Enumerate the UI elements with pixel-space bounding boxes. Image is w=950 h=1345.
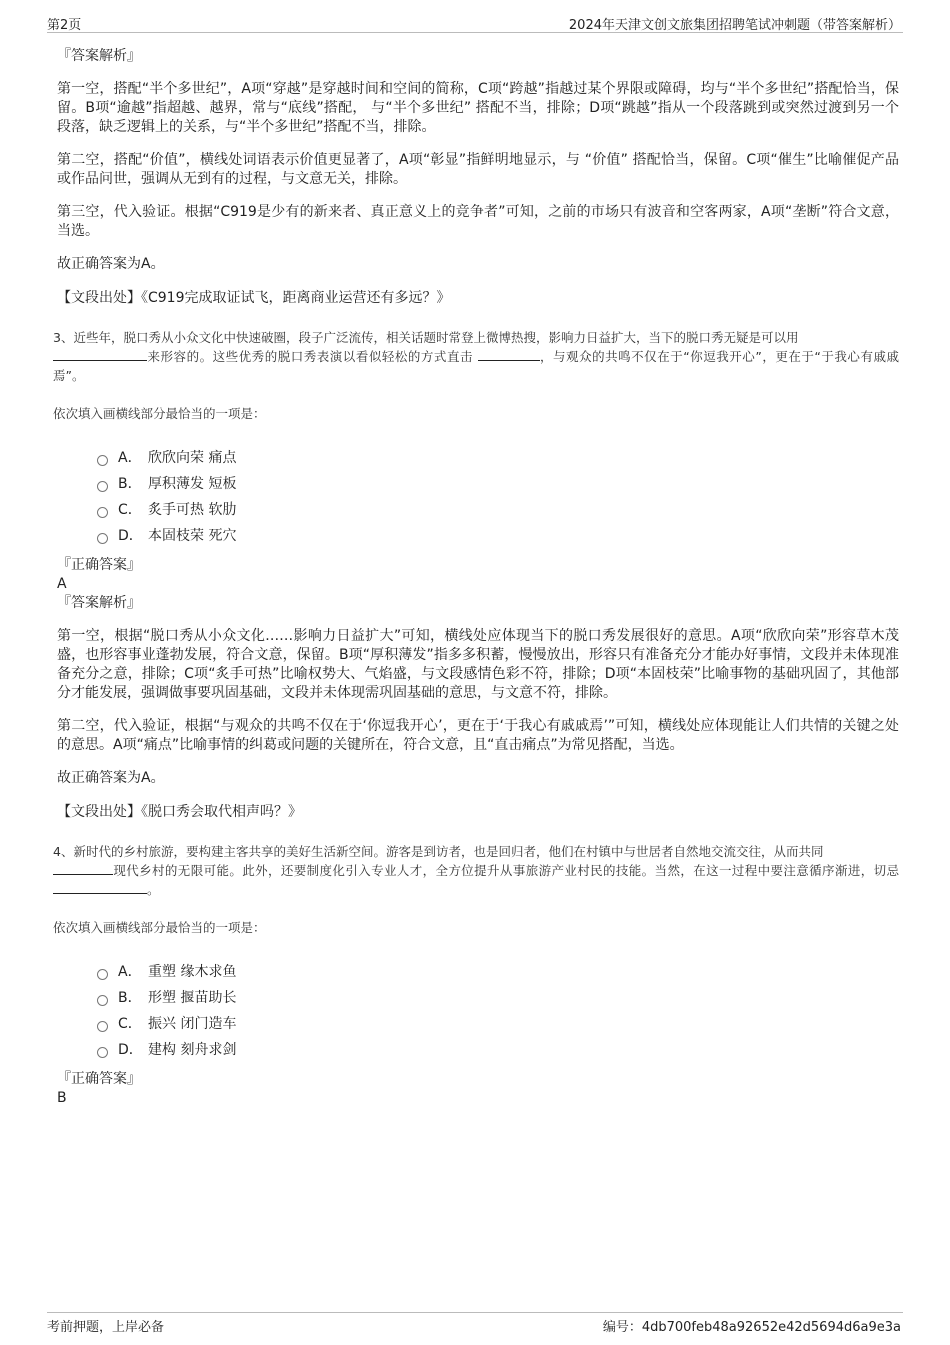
- q3-option-b[interactable]: B． 厚积薄发 短板: [97, 471, 899, 497]
- q4-blank-1: [53, 862, 113, 875]
- q4-stem: [53, 842, 899, 899]
- q3-conclusion: 故正确答案为A。: [57, 770, 165, 786]
- q3-prompt: 依次填入画横线部分最恰当的一项是：: [53, 406, 266, 421]
- q4-options: [97, 959, 899, 1063]
- q2-analysis-p3: 第三空，代入验证。根据“C919是少有的新来者、真正意义上的竞争者”可知，之前的市场只有波音和空客两家，A项“垄断”符合文意，当选。: [57, 204, 899, 239]
- radio-icon[interactable]: [97, 455, 108, 466]
- radio-icon[interactable]: [97, 1021, 108, 1032]
- q3-source: 【文段出处】《脱口秀会取代相声吗？》: [57, 804, 302, 820]
- q4-prompt: 依次填入画横线部分最恰当的一项是：: [53, 920, 266, 935]
- q2-conclusion: 故正确答案为A。: [57, 256, 165, 272]
- q4-correct-answer: B: [57, 1090, 67, 1106]
- q2-source: 【文段出处】《C919完成取证试飞，距离商业运营还有多远？》: [57, 290, 451, 306]
- q2-analysis-label: 『答案解析』: [57, 48, 141, 64]
- page-footer: [47, 1312, 903, 1335]
- radio-icon[interactable]: [97, 481, 108, 492]
- q4-stem-part-b: 现代乡村的无限可能。此外，还要制度化引入专业人才，全方位提升从事旅游产业村民的技能。当然，在这一过程中要注意循序渐进，切忌: [113, 863, 899, 878]
- page-header: [47, 12, 903, 33]
- document-body: [53, 46, 899, 1107]
- q3-analysis-label: 『答案解析』: [57, 595, 141, 611]
- q3-option-d[interactable]: D． 本固枝荣 死穴: [97, 523, 899, 549]
- q4-option-c[interactable]: C． 振兴 闭门造车: [97, 1011, 899, 1037]
- q3-option-a[interactable]: A． 欣欣向荣 痛点: [97, 445, 899, 471]
- q3-options: [97, 445, 899, 549]
- q4-stem-part-a: 4、新时代的乡村旅游，要构建主客共享的美好生活新空间。游客是到访者，也是回归者，他们在村镇中与世居者自然地交流交往，从而共同: [53, 844, 824, 859]
- q3-analysis-p2: 第二空，代入验证，根据“与观众的共鸣不仅在于‘你逗我开心’，更在于‘于我心有戚戚焉’”可知，横线处应体现能让人们共情的关键之处的意思。A项“痛点”比喻事情的纠葛或问题的关键所在，符合文意，且“直击痛点”为常见搭配，当选。: [57, 718, 899, 753]
- q4-option-d[interactable]: D． 建构 刻舟求剑: [97, 1037, 899, 1063]
- q3-blank-1: [53, 348, 147, 361]
- q3-correct-label: 『正确答案』: [57, 557, 141, 573]
- document-title: 2024年天津文创文旅集团招聘笔试冲刺题（带答案解析）: [568, 18, 901, 33]
- q4-blank-2: [53, 881, 147, 894]
- q3-stem-part-a: 3、近些年，脱口秀从小众文化中快速破圈，段子广泛流传，相关话题时常登上微博热搜，影响力日益扩大，当下的脱口秀无疑是可以用: [53, 330, 799, 345]
- q3-stem-part-c: ，与观众的共鸣不仅在于“你逗我开心”，更在于“于我心有戚戚焉”。: [53, 349, 899, 383]
- footer-slogan: 考前押题，上岸必备: [47, 1320, 165, 1335]
- radio-icon[interactable]: [97, 507, 108, 518]
- page-number: 第2页: [47, 18, 82, 33]
- q3-blank-2: [478, 348, 540, 361]
- q4-stem-part-c: 。: [147, 882, 160, 897]
- q4-option-a[interactable]: A． 重塑 缘木求鱼: [97, 959, 899, 985]
- q3-stem: [53, 328, 899, 385]
- q3-stem-part-b: 来形容的。这些优秀的脱口秀表演以看似轻松的方式直击: [147, 349, 473, 364]
- radio-icon[interactable]: [97, 969, 108, 980]
- radio-icon[interactable]: [97, 1047, 108, 1058]
- q4-correct-label: 『正确答案』: [57, 1071, 141, 1087]
- q3-option-c[interactable]: C． 炙手可热 软肋: [97, 497, 899, 523]
- radio-icon[interactable]: [97, 533, 108, 544]
- radio-icon[interactable]: [97, 995, 108, 1006]
- q3-analysis-p1: 第一空，根据“脱口秀从小众文化……影响力日益扩大”可知，横线处应体现当下的脱口秀发展很好的意思。A项“欣欣向荣”形容草木茂盛，也形容事业蓬勃发展，符合文意，保留。B项“厚积薄发”指多多积蓄，慢慢放出，形容只有准备充分才能办好事情，文段并未体现准备充分之意，排除；C项“炙手可热”比喻权势大、气焰盛，与文段感情色彩不符，排除；D项“本固枝荣”比喻事物的基础巩固了，其他部分才能发展，强调做事要巩固基础，文段并未体现需巩固基础的意思，与文意不符，排除。: [57, 628, 899, 701]
- q2-analysis-p2: 第二空，搭配“价值”，横线处词语表示价值更显著了，A项“彰显”指鲜明地显示，与 “价值” 搭配恰当，保留。C项“催生”比喻催促产品或作品问世，强调从无到有的过程，与文意无关，排除。: [57, 152, 899, 187]
- q4-option-b[interactable]: B． 形塑 揠苗助长: [97, 985, 899, 1011]
- footer-serial: 编号：4db700feb48a92652e42d5694d6a9e3a: [602, 1320, 901, 1335]
- q3-correct-answer: A: [57, 576, 67, 592]
- q2-analysis-p1: 第一空，搭配“半个多世纪”，A项“穿越”是穿越时间和空间的简称，C项“跨越”指越过某个界限或障碍，均与“半个多世纪”搭配恰当，保留。B项“逾越”指超越、越界，常与“底线”搭配， 与“半个多世纪” 搭配不当，排除；D项“跳越”指从一个段落跳到或突然过渡到另一个段落，缺乏逻辑上的关系，与“半个多世纪”搭配不当，排除。: [57, 81, 899, 135]
